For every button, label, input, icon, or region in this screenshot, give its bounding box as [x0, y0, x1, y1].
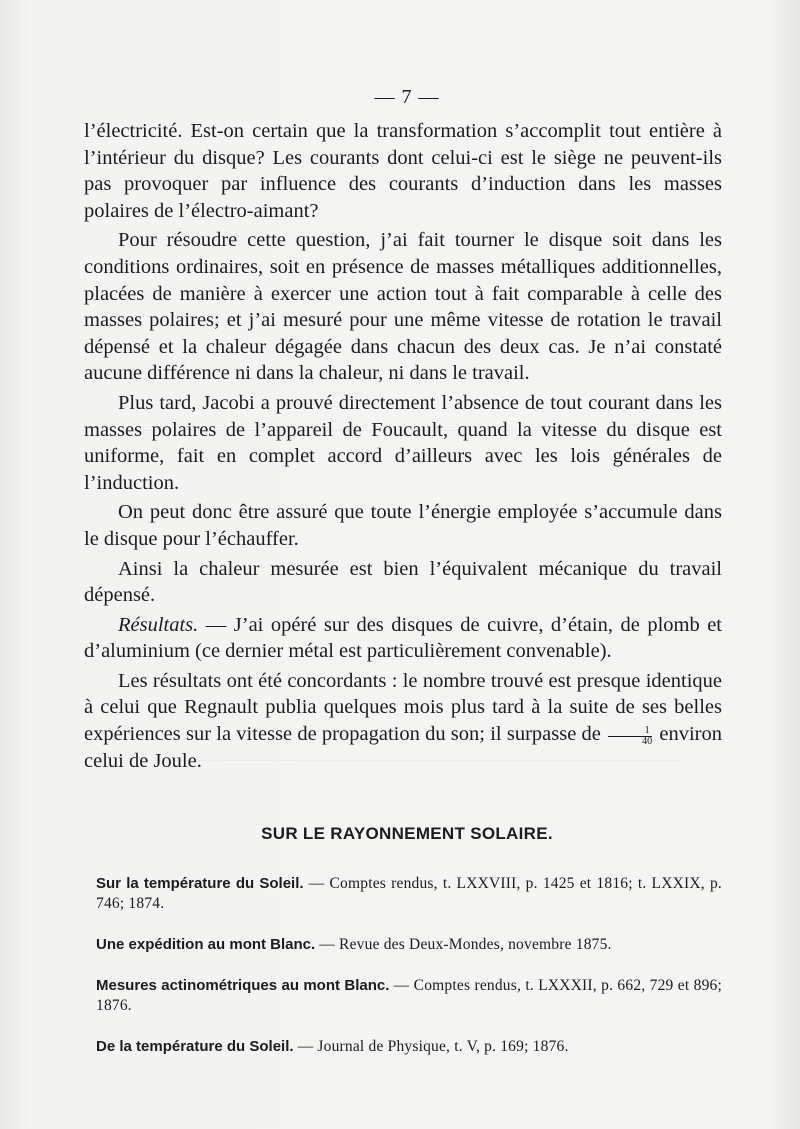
bibliography-entry [96, 935, 722, 955]
entry-title: Une expédition au mont Blanc. [96, 936, 316, 953]
concordance-text-end: environ celui de Joule. [84, 723, 722, 772]
results-text: — J’ai opéré sur des disques de cuivre, d’étain, de plomb et d’aluminium (ce dernier métal est particulièrement convenable). [84, 613, 722, 663]
bibliography-entry [96, 874, 722, 914]
page-number: — 7 — [374, 86, 440, 108]
section-title: SUR LE RAYONNEMENT SOLAIRE. [261, 824, 553, 843]
paragraph-jacobi: Plus tard, Jacobi a prouvé directement l’absence de tout courant dans les masses polaires de l’appareil de Foucault, quand la vitesse du disque est uniforme, fait en complet accord d’ailleurs avec les lois générales de l’induction. [84, 391, 722, 494]
bibliography-entry [96, 976, 722, 1016]
entry-title: Mesures actinométriques au mont Blanc. [96, 977, 390, 994]
results-label: Résultats. [118, 613, 199, 636]
bibliography-entry [96, 1037, 722, 1057]
entry-title: De la température du Soleil. [96, 1038, 294, 1055]
paragraph-method: Pour résoudre cette question, j’ai fait tourner le disque soit dans les conditions ordinaires, soit en présence de masses métalliques additionnelles, placées de manière à exercer une action tout à fait comparable à celle des masses polaires; et j’ai mesuré pour une même vitesse de rotation le travail dépensé et la chaleur dégagée dans chacun des deux cas. Je n’ai constaté aucune différence ni dans la chaleur, ni dans le travail. [84, 229, 722, 385]
entry-source: — Journal de Physique, t. V, p. 169; 1876. [293, 1038, 569, 1055]
paragraph-equivalent: Ainsi la chaleur mesurée est bien l’équivalent mécanique du travail dépensé. [84, 557, 722, 607]
paragraph-continuation: l’électricité. Est-on certain que la transformation s’accomplit tout entière à l’intérieur du disque? Les courants dont celui-ci est le siège ne peuvent-ils pas provoquer par influence des courants d’induction dans les masses polaires de l’électro-aimant? [84, 120, 722, 222]
entry-source: — Comptes rendus, t. LXXVIII, p. 1425 et 1816; t. LXXIX, p. 746; 1874. [96, 875, 722, 912]
paragraph-concordance [84, 668, 722, 774]
paragraph-results [84, 612, 722, 665]
paragraph-energy: On peut donc être assuré que toute l’énergie employée s’accumule dans le disque pour l’échauffer. [84, 501, 722, 550]
concordance-text-start: Les résultats ont été concordants : le nombre trouvé est presque identique à celui que Regnault publia quelques mois plus tard à la suite de ses belles expériences sur la vitesse de propagation du son; il surpasse de [84, 669, 722, 746]
entry-source: — Revue des Deux-Mondes, novembre 1875. [315, 936, 612, 953]
entry-source: — Comptes rendus, t. LXXXII, p. 662, 729 et 896; 1876. [96, 977, 722, 1014]
body-text [84, 118, 722, 777]
fraction-numerator: 1 [608, 726, 652, 737]
entry-title: Sur la température du Soleil. [96, 875, 304, 892]
fraction-denominator: 40 [642, 736, 653, 748]
fraction [608, 726, 652, 747]
bibliography-list [96, 874, 722, 1078]
